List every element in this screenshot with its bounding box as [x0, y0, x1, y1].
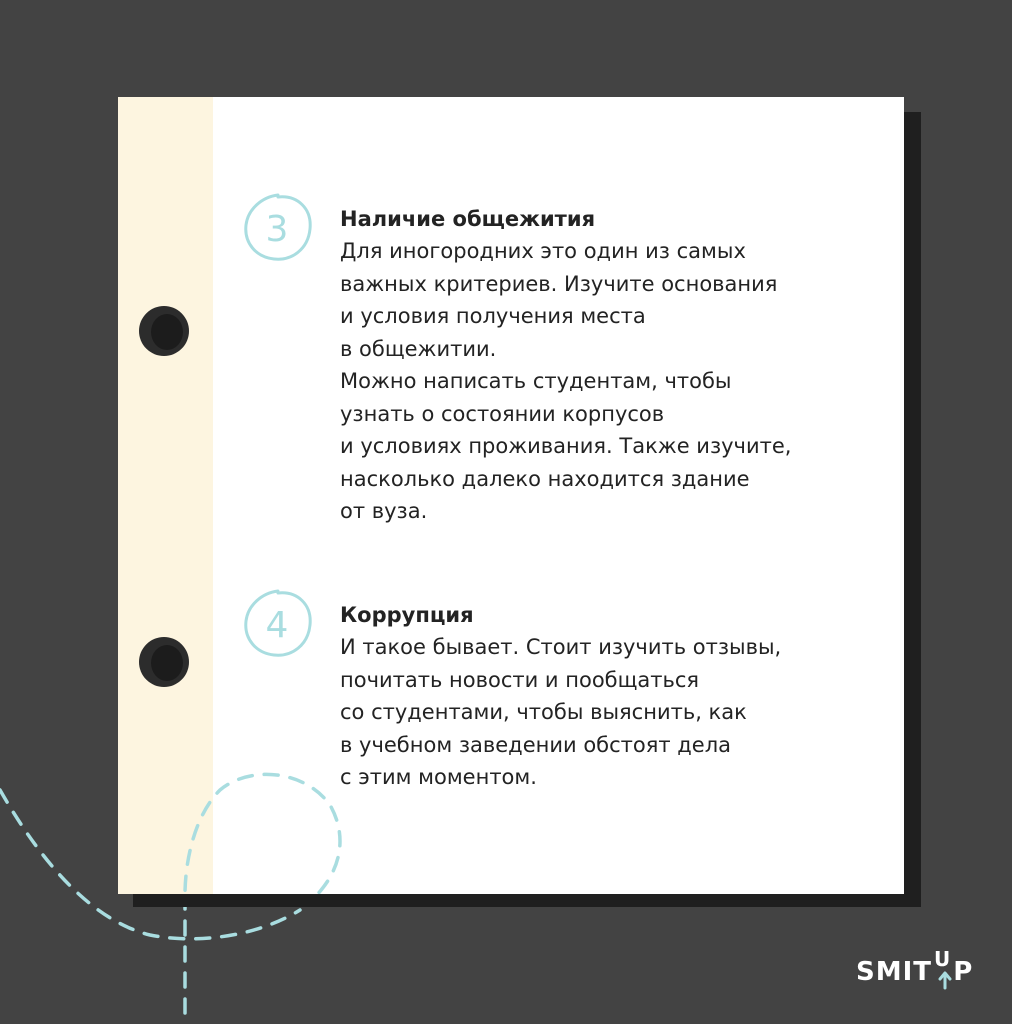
body-line: со студентами, чтобы выяснить, как [340, 700, 747, 724]
body-line: узнать о состоянии корпусов [340, 401, 665, 426]
body-line: в общежитии. [340, 336, 497, 361]
body-line: насколько далеко находится здание [340, 466, 750, 491]
logo-text-u: U [934, 947, 952, 971]
number-3-icon [238, 189, 316, 267]
section-title: Наличие общежития [340, 207, 596, 231]
body-line: с этим моментом. [340, 765, 537, 789]
smitup-logo [852, 944, 982, 994]
section-content [340, 203, 900, 528]
body-line: важных критериев. Изучите основания [340, 271, 778, 296]
body-line: и условиях проживания. Также изучите, [340, 434, 792, 458]
binder-hole-top [139, 306, 189, 356]
logo-wordmark [856, 947, 974, 987]
body-line: в учебном заведении обстоят дела [340, 732, 732, 757]
section-content [340, 599, 900, 794]
section-number: 3 [265, 209, 289, 250]
logo-text-right: P [953, 957, 974, 987]
body-line: почитать новости и пообщаться [340, 667, 700, 692]
page-margin-strip [118, 97, 213, 894]
section-title: Коррупция [340, 603, 474, 627]
section-body [340, 631, 900, 794]
body-line: И такое бывает. Стоит изучить отзывы, [340, 635, 782, 659]
notebook-page [118, 97, 904, 894]
body-line: от вуза. [340, 499, 428, 523]
body-line: и условия получения места [340, 304, 646, 328]
body-line: Для иногородних это один из самых [340, 239, 746, 263]
section-number: 4 [265, 605, 289, 646]
number-4-icon [238, 585, 316, 663]
section-body [340, 235, 900, 528]
binder-hole-bottom [139, 637, 189, 687]
logo-text-left: SMIT [856, 957, 933, 987]
body-line: Можно написать студентам, чтобы [340, 369, 732, 393]
